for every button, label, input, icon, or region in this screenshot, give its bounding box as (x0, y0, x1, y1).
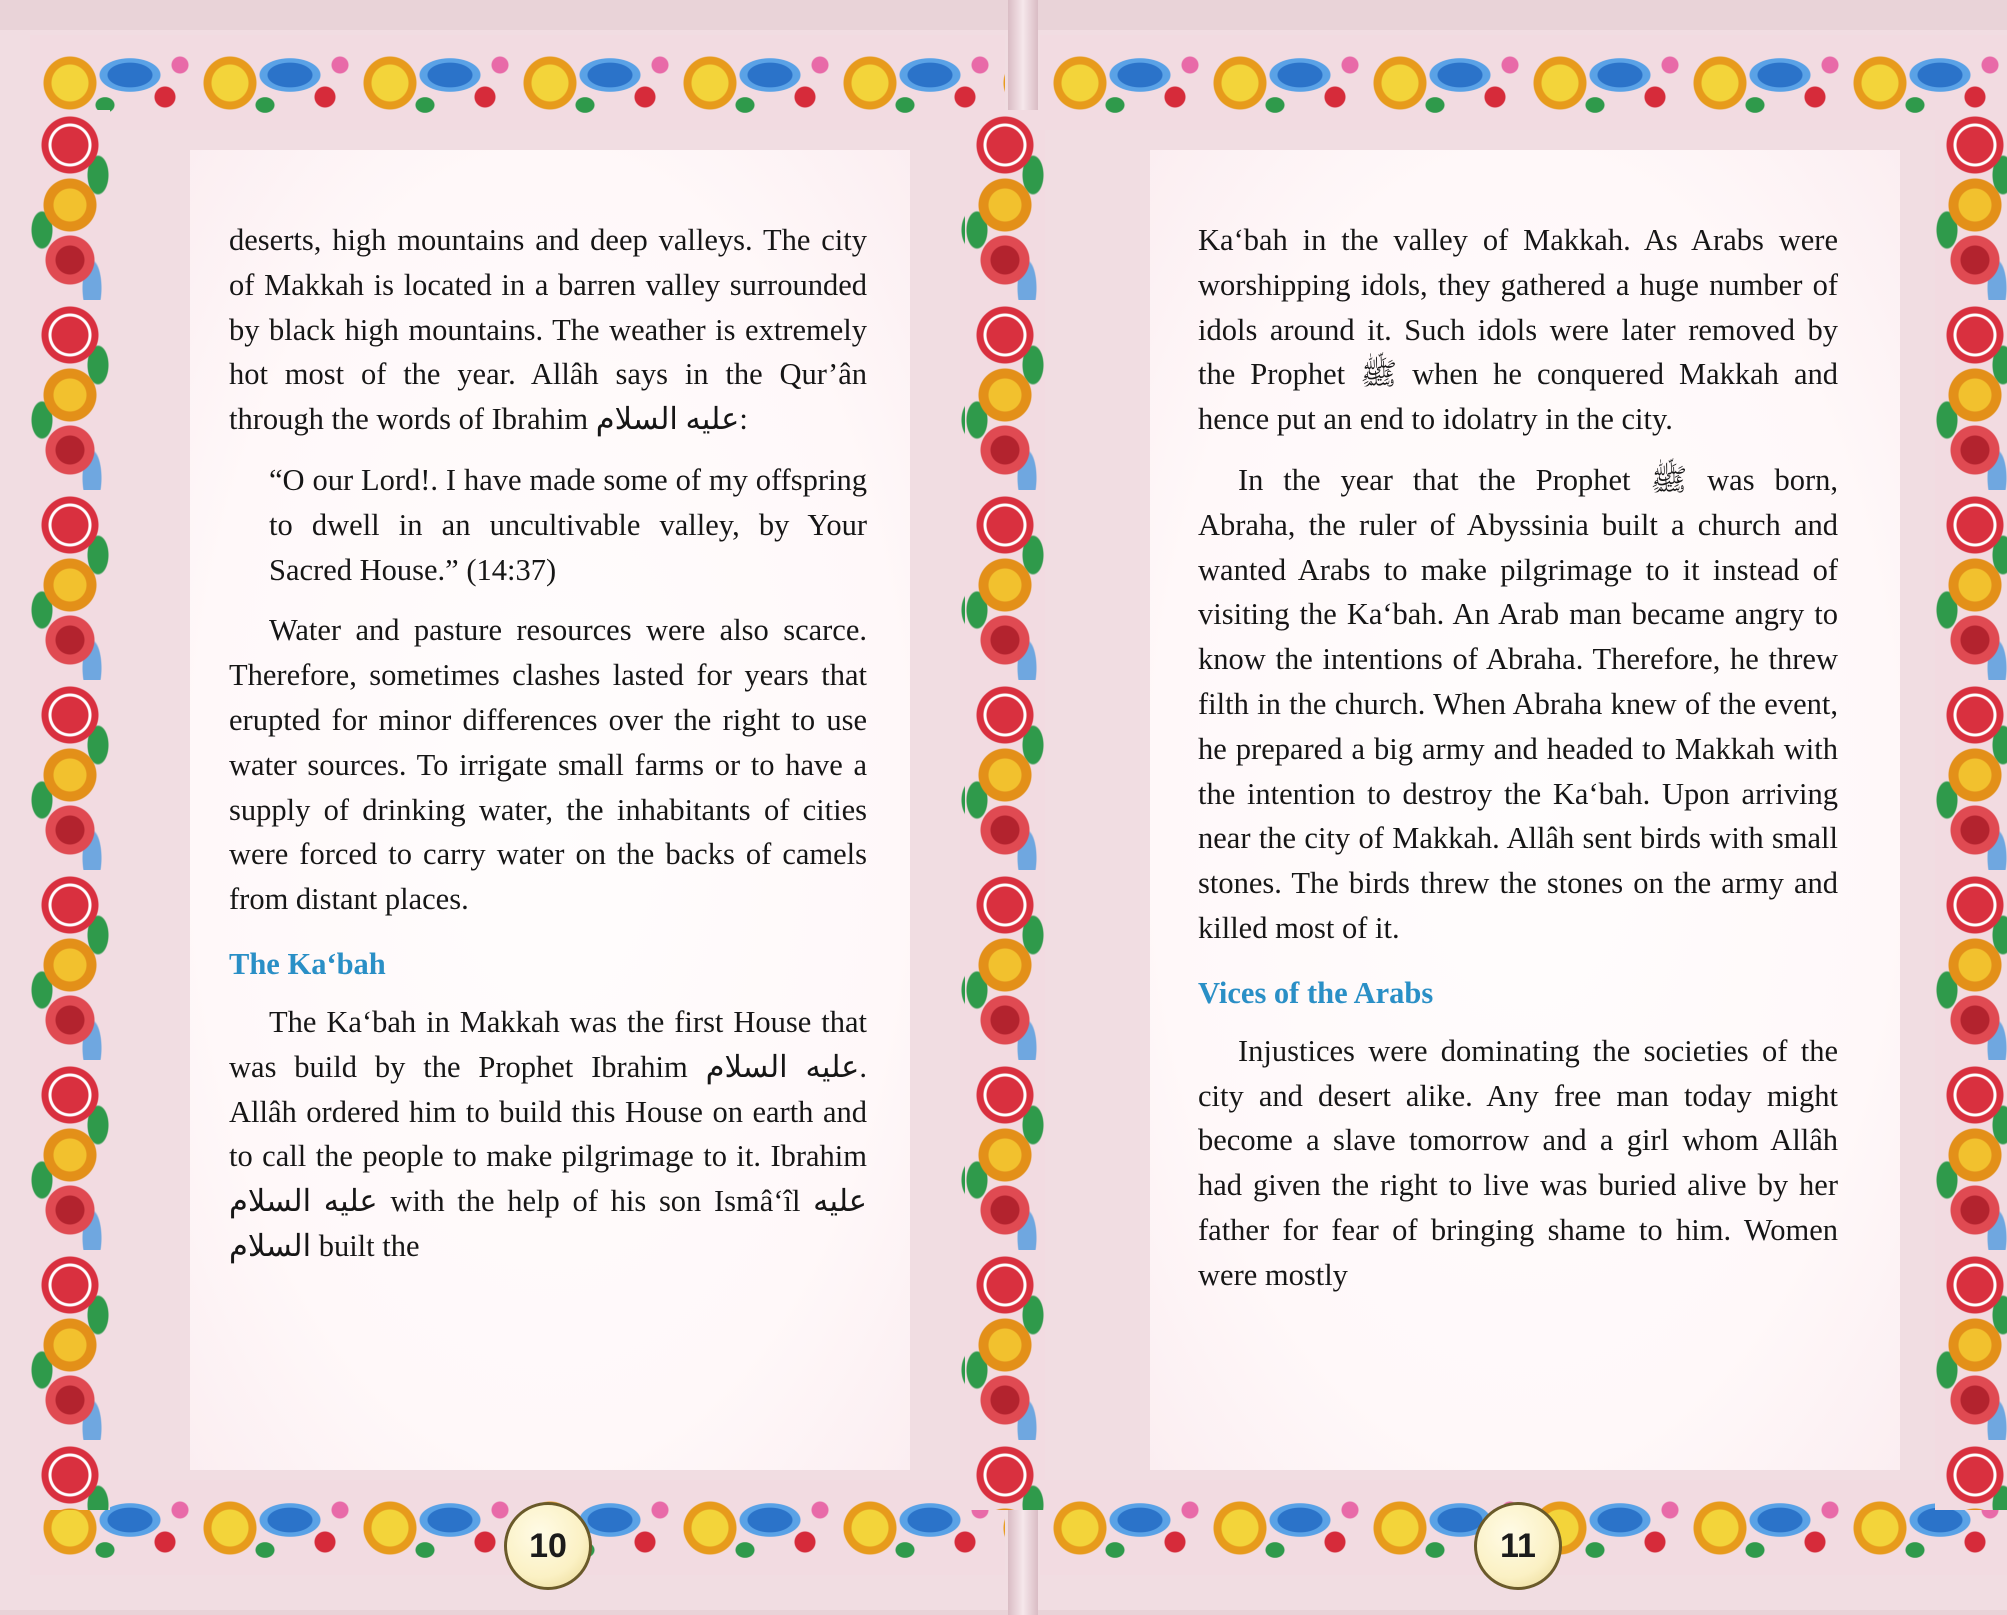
floral-border-left-outer (30, 110, 110, 1510)
floral-border-right-outer (1935, 110, 2007, 1510)
paragraph: Injustices were dominating the societies of the city and desert alike. Any free man today might become a slave tomorrow and a girl whom Allâh had given the right to live was buried alive by her father for fear of bringing shame to him. Women were mostly (1198, 1033, 1838, 1292)
quran-quote: “O our Lord!. I have made some of my offspring to dwell in an uncultivable valley, by Your Sacred House.” (14:37) (269, 462, 867, 587)
paragraph: deserts, high mountains and deep valleys. The city of Makkah is located in a barren valley surrounded by black high mountains. The weather is extremely hot most of the year. Allâh says in the Qur’ân through the words of Ibrahim عليه السلام: (229, 223, 867, 437)
page-number: 11 (1474, 1502, 1562, 1590)
page-number: 10 (504, 1502, 592, 1590)
paragraph: In the year that the Prophet ﷺ was born, Abraha, the ruler of Abyssinia built a church and wanted Arabs to make pilgrimage to it instead of visiting the Ka‘bah. An Arab man became angry to know the intentions of Abraha. Therefore, he threw filth in the church. When Abraha knew of the event, he prepared a big army and headed to Makkah with the intention to destroy the Ka‘bah. Upon arriving near the city of Makkah. Allâh sent birds with small stones. The birds threw the stones on the army and killed most of it. (1198, 462, 1838, 945)
paragraph: Ka‘bah in the valley of Makkah. As Arabs were worshipping idols, they gathered a huge number of idols around it. Such idols were later removed by the Prophet ﷺ when he conquered Makkah and hence put an end to idolatry in the city. (1198, 223, 1838, 437)
section-heading: The Ka‘bah (229, 946, 386, 981)
left-page-text (229, 218, 867, 1269)
floral-border-right-inner (965, 110, 1045, 1510)
paragraph: Water and pasture resources were also scarce. Therefore, sometimes clashes lasted for years that erupted for minor differences over the right to use water sources. To irrigate small farms or to have a supply of drinking water, the inhabitants of cities were forced to carry water on the backs of camels from distant places. (229, 613, 867, 917)
floral-border-top-right (1040, 35, 2007, 130)
right-page-text (1198, 218, 1838, 1298)
paragraph: The Ka‘bah in Makkah was the first House that was build by the Prophet Ibrahim عليه السلام. Allâh ordered him to build this House on earth and to call the people to make pilgrimage to it. Ibrahim عليه السلام with the help of his son Ismâ‘îl عليه السلام built the (229, 1004, 867, 1263)
floral-border-top-left (30, 35, 1005, 130)
section-heading: Vices of the Arabs (1198, 975, 1434, 1010)
